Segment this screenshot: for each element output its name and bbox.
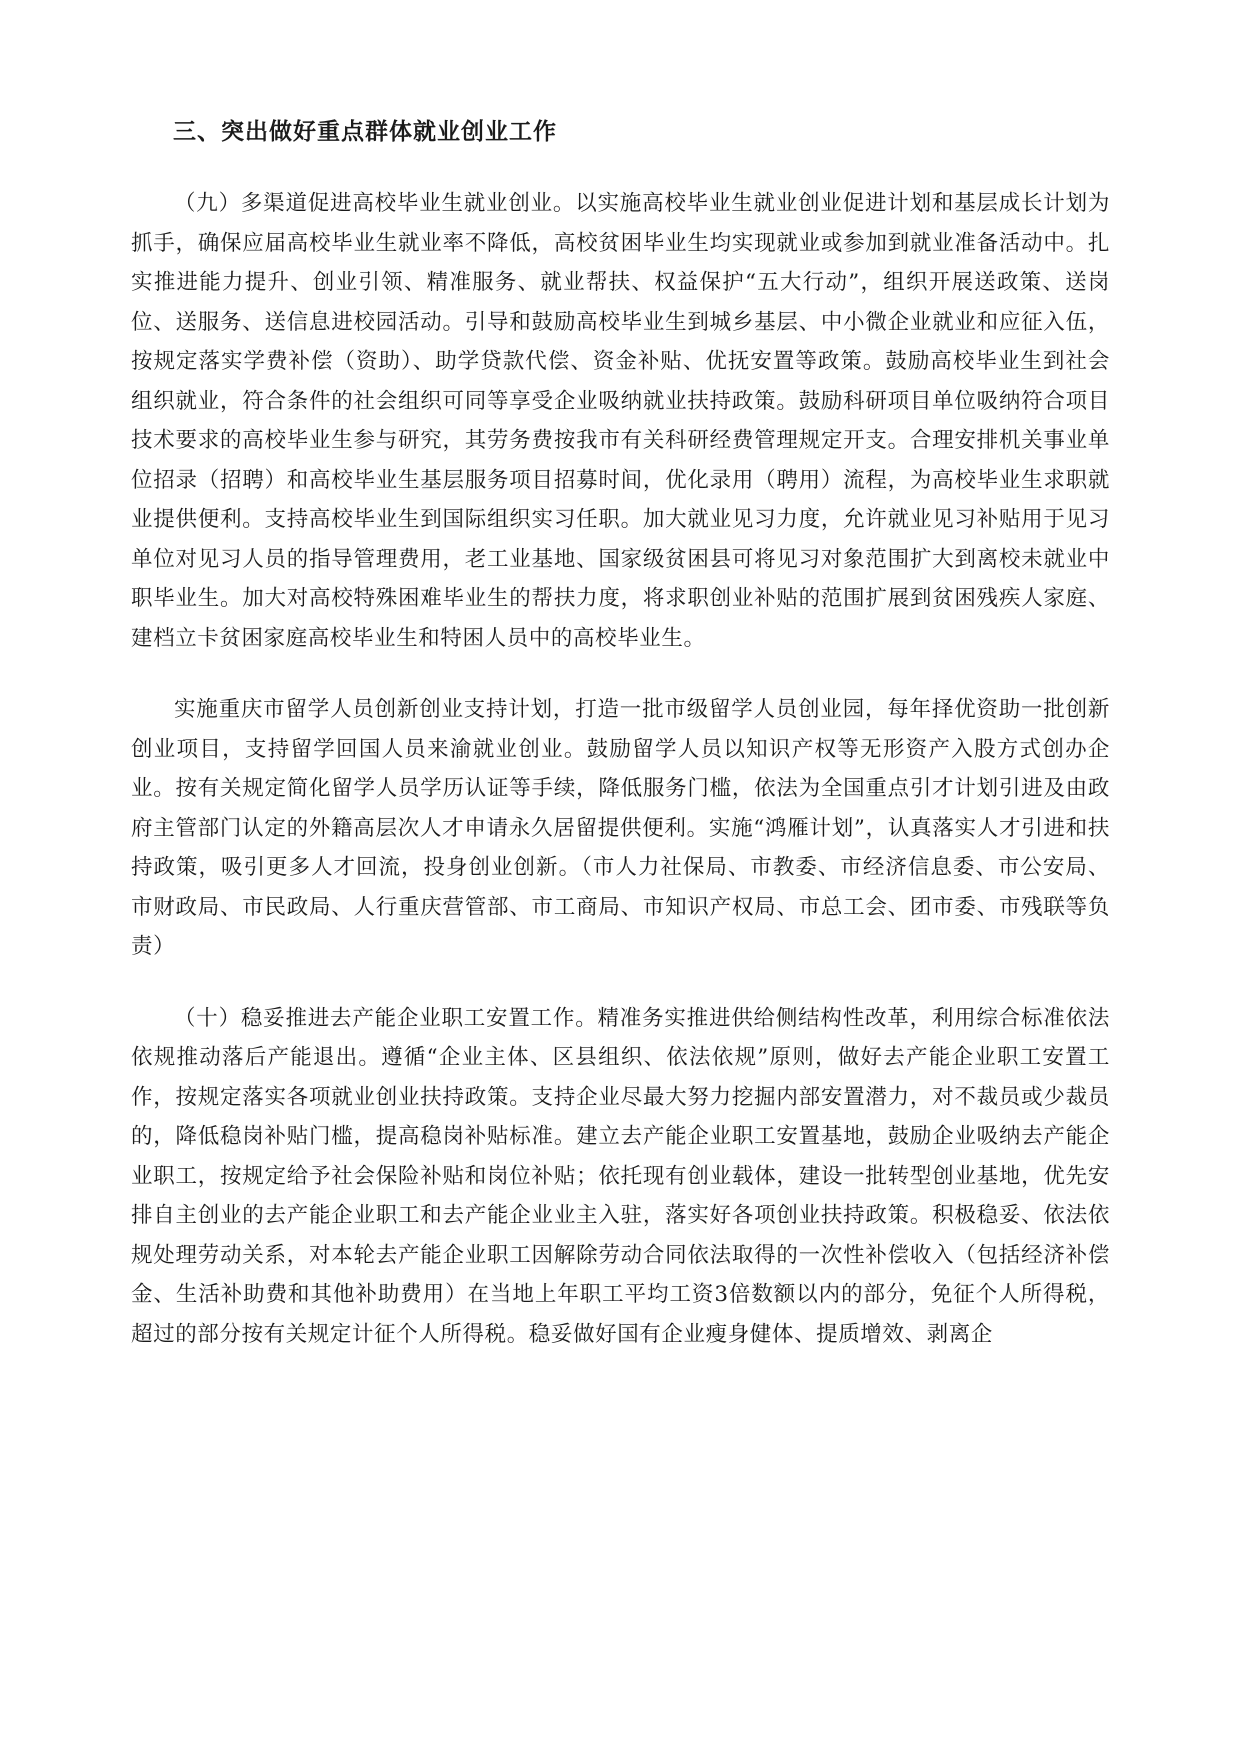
paragraph-graduates-employment: （九）多渠道促进高校毕业生就业创业。以实施高校毕业生就业创业促进计划和基层成长计划为抓手，确保应届高校毕业生就业率不降低，高校贫困毕业生均实现就业或参加到就业准备活动中。扎实推进能力提升、创业引领、精准服务、就业帮扶、权益保护“五大行动”，组织开展送政策、送岗位、送服务、送信息进校园活动。引导和鼓励高校毕业生到城乡基层、中小微企业就业和应征入伍，按规定落实学费补偿（资助）、助学贷款代偿、资金补贴、优抚安置等政策。鼓励高校毕业生到社会组织就业，符合条件的社会组织可同等享受企业吸纳就业扶持政策。鼓励科研项目单位吸纳符合项目技术要求的高校毕业生参与研究，其劳务费按我市有关科研经费管理规定开支。合理安排机关事业单位招录（招聘）和高校毕业生基层服务项目招募时间，优化录用（聘用）流程，为高校毕业生求职就业提供便利。支持高校毕业生到国际组织实习任职。加大就业见习力度，允许就业见习补贴用于见习单位对见习人员的指导管理费用，老工业基地、国家级贫困县可将见习对象范围扩大到离校未就业中职毕业生。加大对高校特殊困难毕业生的帮扶力度，将求职创业补贴的范围扩展到贫困残疾人家庭、建档立卡贫困家庭高校毕业生和特困人员中的高校毕业生。: [131, 191, 1110, 651]
paragraph-capacity-reduction: （十）稳妥推进去产能企业职工安置工作。精准务实推进供给侧结构性改革，利用综合标准依法依规推动落后产能退出。遵循“企业主体、区县组织、依法依规”原则，做好去产能企业职工安置工作，按规定落实各项就业创业扶持政策。支持企业尽最大努力挖掘内部安置潜力，对不裁员或少裁员的，降低稳岗补贴门槛，提高稳岗补贴标准。建立去产能企业职工安置基地，鼓励企业吸纳去产能企业职工，按规定给予社会保险补贴和岗位补贴；依托现有创业载体，建设一批转型创业基地，优先安排自主创业的去产能企业职工和去产能企业业主入驻，落实好各项创业扶持政策。积极稳妥、依法依规处理劳动关系，对本轮去产能企业职工因解除劳动合同依法取得的一次性补偿收入（包括经济补偿金、生活补助费和其他补助费用）在当地上年职工平均工资3倍数额以内的部分，免征个人所得税，超过的部分按有关规定计征个人所得税。稳妥做好国有企业瘦身健体、提质增效、剥离企: [131, 1005, 1110, 1347]
document-page: [131, 108, 1110, 1386]
section-heading: 三、突出做好重点群体就业创业工作: [173, 118, 557, 145]
paragraph-overseas-students: 实施重庆市留学人员创新创业支持计划，打造一批市级留学人员创业园，每年择优资助一批创新创业项目，支持留学回国人员来渝就业创业。鼓励留学人员以知识产权等无形资产入股方式创办企业。按有关规定简化留学人员学历认证等手续，降低服务门槛，依法为全国重点引才计划引进及由政府主管部门认定的外籍高层次人才申请永久居留提供便利。实施“鸿雁计划”，认真落实人才引进和扶持政策，吸引更多人才回流，投身创业创新。（市人力社保局、市教委、市经济信息委、市公安局、市财政局、市民政局、人行重庆营管部、市工商局、市知识产权局、市总工会、团市委、市残联等负责）: [131, 697, 1110, 959]
